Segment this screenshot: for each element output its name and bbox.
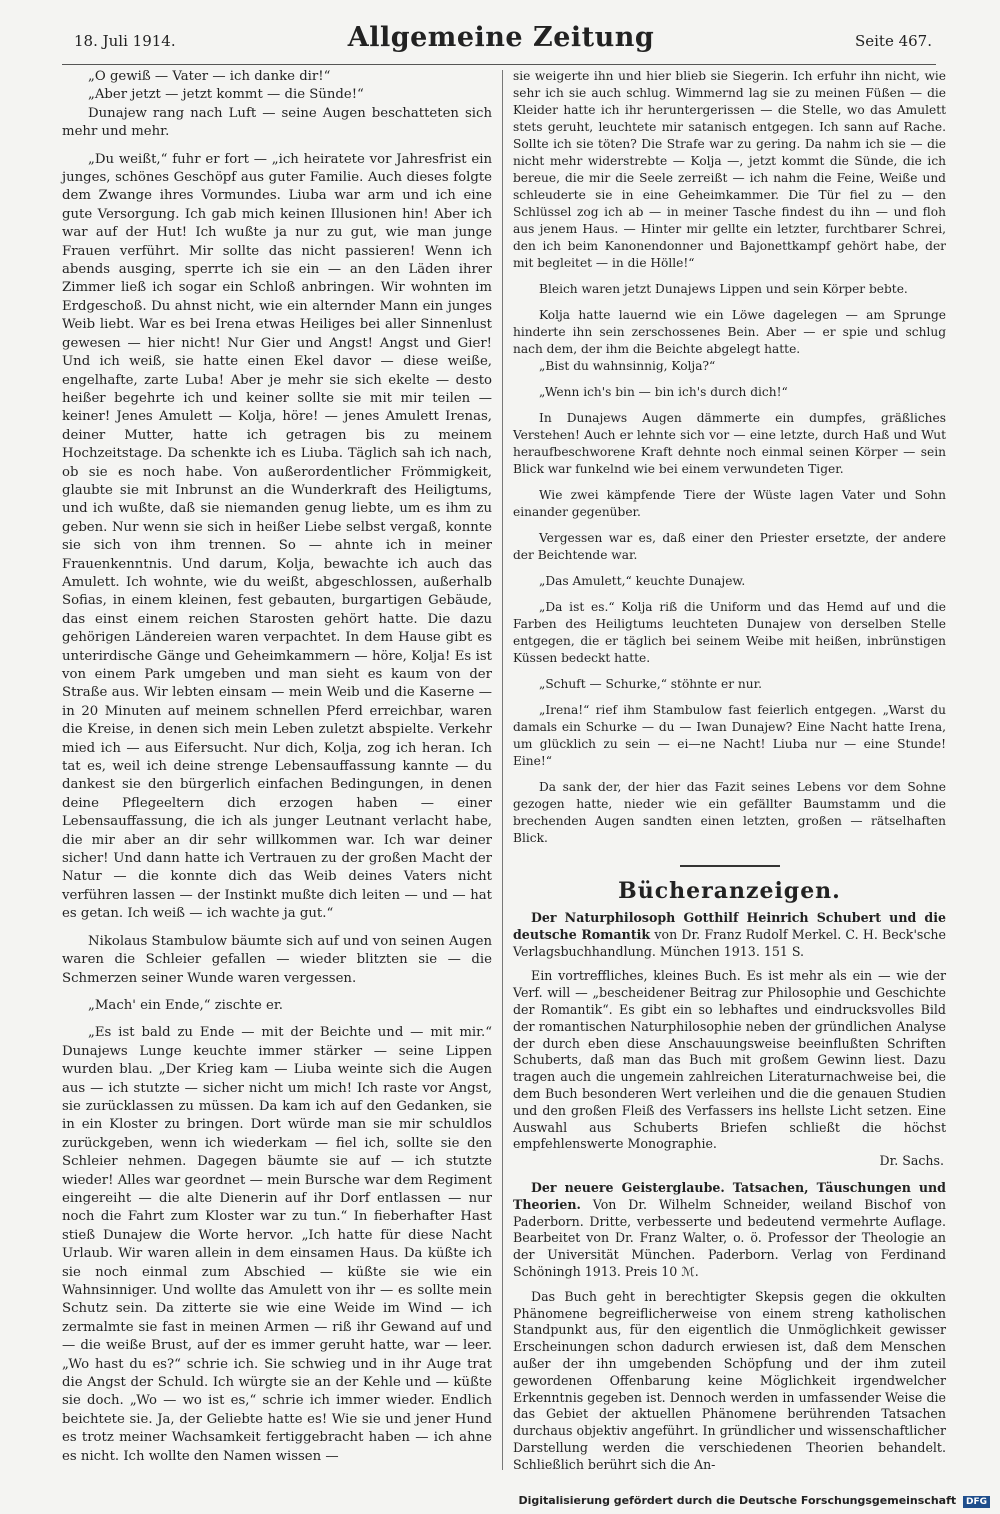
- paragraph: „Mach' ein Ende,“ zischte er.: [88, 997, 283, 1013]
- paragraph: „Irena!“ rief ihm Stambulow fast feierlich entgegen. „Warst du damals ein Schurke — du — Iwan Dunajew? Eine Nacht hatte Irena, um glücklich zu sein — ei—ne Nacht! Liuba nur — eine Stunde! Eine!“: [513, 703, 946, 768]
- paragraph: „Es ist bald zu Ende — mit der Beichte und — mit mir.“ Dunajews Lunge keuchte immer stärker — seine Lippen wurden blau. „Der Krieg kam — Liuba weinte sich die Augen aus — ich stutzte — sicher nicht um mich! Ich raste vor Angst, sie zurücklassen zu müssen. Da kam ich auf den Gedanken, sie in ein Kloster zu bringen. Dort würde man sie mir schuldlos zurückgeben, wenn ich wiederkam — fiel ich, sollte sie den Schleier nehmen. Dagegen bäumte sie auf — ich stutzte wieder! Alles war geordnet — mein Bursche war dem Regiment eingereiht — die alte Dienerin auf ihr Dorf entlassen — nur noch die Fahrt zum Kloster war zu tun.“ In fieberhafter Hast stieß Dunajew die Worte hervor. „Ich hatte für diese Nacht Urlaub. Wir waren allein in dem einsamen Haus. Da küßte ich sie noch einmal zum Abschied — küßte sie wie ein Wahnsinniger. Und wollte das Amulett von ihr — es sollte mein Schutz sein. Da zitterte sie wie eine Weide im Wind — ich zermalmte sie fast in meinen Armen — riß ihr Gewand auf und — die weiße Brust, auf der es immer geruht hatte, war — leer. „Wo hast du es?“ schrie ich. Sie schwieg und in ihr Auge trat die Angst der Schuld. Ich würgte sie an der Kehle und — küßte sie doch. „Wo — wo ist es,“ schrie ich immer wieder. Endlich beichtete sie. Ja, der Geliebte hatte es! Wie sie und jener Hund es trotz meiner Wachsamkeit fertiggebracht haben — ich ahne es nicht. Ich wollte den Namen wissen —: [62, 1025, 492, 1464]
- review-heading: [513, 1180, 946, 1281]
- paragraph: Wie zwei kämpfende Tiere der Wüste lagen Vater und Sohn einander gegenüber.: [513, 488, 946, 519]
- paragraph: „Schuft — Schurke,“ stöhnte er nur.: [539, 677, 762, 691]
- paragraph: „Da ist es.“ Kolja riß die Uniform und das Hemd auf und die Farben des Heiligtums leuchteten Dunajew von derselben Stelle entgegen, die er täglich bei seinem Weibe mit heißen, inbrünstigen Küssen bedeckt hatte.: [513, 600, 946, 665]
- section-separator: [680, 865, 780, 867]
- review-publication-info: Von Dr. Wilhelm Schneider, weiland Bischof von Paderborn. Dritte, verbesserte und bedeutend vermehrte Auflage. Bearbeitet von Dr. Franz Walter, o. ö. Professor der Theologie an der Universität München. Paderborn. Verlag von Ferdinand Schöningh 1913. Preis 10 ℳ.: [513, 1196, 946, 1279]
- review-book-title: Der neuere Geisterglaube. Tatsachen, Täuschungen und Theorien.: [513, 1179, 946, 1212]
- header-rule: [62, 64, 936, 65]
- paragraph: Nikolaus Stambulow bäumte sich auf und von seinen Augen waren die Schleier gefallen — wieder blitzten sie — die Schmerzen seiner Wunde waren vergessen.: [62, 933, 492, 986]
- story-continuation: [513, 68, 946, 847]
- paragraph: „Bist du wahnsinnig, Kolja?“: [539, 359, 716, 373]
- paragraph: „Du weißt,“ fuhr er fort — „ich heiratete vor Jahresfrist ein junges, schönes Geschöpf aus guter Familie. Auch dieses folgte dem Zwange ihres Vormundes. Liuba war arm und ich eine gute Versorgung. Ich gab mich keinen Illusionen hin! Aber ich war auf der Hut! Ich wußte ja nur zu gut, wie man junge Frauen verführt. Mir sollte das nicht passieren! Wenn ich abends ausging, sperrte ich sie ein — an den Läden ihrer Zimmer ließ ich sogar ein Schloß anbringen. Wir wohnten im Erdgeschoß. Du ahnst nicht, wie ein alternder Mann ein junges Weib liebt. War es bei Irena etwas Heiliges bei aller Sinnenlust gewesen — hier nicht! Nur Gier und Angst! Angst und Gier! Und ich weiß, sie hatte einen Ekel davor — diese weiße, engelhafte, zarte Luba! Aber je mehr sie sich ekelte — desto heißer begehrte ich und keiner sollte sie mit mir teilen — keiner! Jenes Amulett — Kolja, höre! — jenes Amulett Irenas, deiner Mutter, hatte ich getragen bis zu meinem Hochzeitstage. Da schenkte ich es Liuba. Täglich sah ich nach, ob sie es noch habe. Von außerordentlicher Frömmigkeit, glaubte sie mit Inbrunst an die Wunderkraft des Heiligtums, und ich wußte, daß sie niemanden genug liebte, um es ihm zu geben. Nur wenn sie sich in heißer Liebe selbst vergaß, konnte sie sich von ihm trennen. So — ahnte ich in meiner Frauenkenntnis. Und darum, Kolja, bewachte ich auch das Amulett. Ich wohnte, wie du weißt, abgeschlossen, außerhalb Sofias, in einem kleinen, fest gebauten, burgartigen Gebäude, das einst einem reichen Starosten gehört hatte. Die dazu gehörigen Ländereien waren verpachtet. In dem Hause gibt es unterirdische Gänge und Geheimkammern — höre, Kolja! Es ist von einem Park umgeben und man sieht es kaum von der Straße aus. Wir lebten einsam — mein Weib und die Kaserne — in 20 Minuten auf meinem schnellen Pferd erreichbar, waren die Kreise, in denen sich mein Leben zuletzt abspielte. Verkehr mied ich — aus Eifersucht. Nur dich, Kolja, zog ich heran. Ich tat es, weil ich deine strenge Lebensauffassung kannte — du dankest sie den bürgerlich einfachen Bedingungen, in denen deine Pflegeeltern dich erzogen haben — einer Lebensauffassung, die ich als junger Leutnant verlacht habe, die mir aber an dir sehr willkommen war. Ich war deiner sicher! Und dann hatte ich Vertrauen zu der großen Macht der Natur — die konnte dich das Weib deines Vaters nicht verführen lassen — der Instinkt mußte dich leiten — und — hat es getan. Ich weiß — ich wachte ja gut.“: [62, 151, 492, 922]
- paragraph: „O gewiß — Vater — ich danke dir!“: [88, 69, 331, 84]
- page-number: Seite 467.: [854, 32, 932, 50]
- book-reviews: [513, 910, 946, 1474]
- paragraph: sie weigerte ihn und hier blieb sie Siegerin. Ich erfuhr ihn nicht, wie sehr ich sie auch schlug. Wimmernd lag sie zu meinen Füßen — die Kleider hatte ich ihr heruntergerissen — die Stelle, wo das Amulett stets geruht, leuchtete mir satanisch entgegen. Ich sann auf Rache. Sollte ich sie töten? Die Strafe war zu gering. Da nahm ich sie — die nicht mehr widerstrebte — Kolja —, jetzt kommt die Sünde, die ich bereue, die mir die Seele zerreißt — ich nahm die Feine, Weiße und schleuderte sie in eine Geheimkammer. Die Tür fiel zu — den Schlüssel zog ich ab — in meiner Tasche findest du ihn — und floh aus jenem Haus. — Hinter mir gellte ein letzter, furchtbarer Schrei, den ich beim Kanonendonner und Bajonettkampf gehört habe, der mit begleitet — in die Hölle!“: [513, 69, 946, 270]
- paragraph: Vergessen war es, daß einer den Priester ersetzte, der andere der Beichtende war.: [513, 531, 946, 562]
- footer-text: Digitalisierung gefördert durch die Deutsche Forschungsgemeinschaft: [518, 1494, 957, 1507]
- paragraph: Kolja hatte lauernd wie ein Löwe dagelegen — am Sprunge hinderte ihn sein zerschossenes Bein. Aber — er spie und schlug nach dem, der ihm die Beichte abgelegt hatte.: [513, 308, 946, 356]
- paragraph: Da sank der, der hier das Fazit seines Lebens vor dem Sohne gezogen hatte, nieder wie ein gefällter Baumstamm und die brechenden Augen sandten einen letzten, großen — rätselhaften Blick.: [513, 780, 946, 845]
- left-column: [62, 68, 492, 1466]
- review-body: Ein vortreffliches, kleines Buch. Es ist mehr als ein — wie der Verf. will — „bescheidener Beitrag zur Philosophie und Geschichte der Romantik“. Es gibt ein so lebhaftes und eindrucksvolles Bild der romantischen Naturphilosophie neben der gründlichen Analyse der durch eben diese Anschauungsweise beeinflußten Schriften Schuberts, daß man das Buch mit großem Gewinn liest. Dazu tragen auch die ungemein zahlreichen Literaturnachweise bei, die dem Buch besonderen Wert verleihen und die die genauen Studien und den großen Fleiß des Verfassers ins hellste Licht setzen. Eine Auswahl aus Schuberts Briefen schließt die höchst empfehlenswerte Monographie.: [513, 968, 946, 1152]
- dfg-logo: DFG: [963, 1496, 990, 1508]
- paragraph: „Das Amulett,“ keuchte Dunajew.: [539, 574, 746, 588]
- review-book-title: Der Naturphilosoph Gotthilf Heinrich Schubert und die deutsche Romantik: [513, 910, 946, 942]
- paragraph: Bleich waren jetzt Dunajews Lippen und sein Körper bebte.: [539, 282, 908, 296]
- issue-date: 18. Juli 1914.: [74, 32, 176, 50]
- digitization-footer: [518, 1494, 990, 1508]
- section-title: Bücheranzeigen.: [618, 878, 841, 904]
- review-signature: Dr. Sachs.: [879, 1153, 944, 1169]
- paragraph: In Dunajews Augen dämmerte ein dumpfes, gräßliches Verstehen! Auch er lehnte sich vor — eine letzte, durch Haß und Wut heraufbeschworene Kraft dehnte noch einmal seinen Körper — sein Blick war funkelnd wie bei einem verwundeten Tiger.: [513, 411, 946, 476]
- review-publication-info: von Dr. Franz Rudolf Merkel. C. H. Beck'sche Verlagsbuchhandlung. München 1913. 151 S.: [513, 926, 946, 959]
- paragraph: Dunajew rang nach Luft — seine Augen beschatteten sich mehr und mehr.: [62, 105, 492, 140]
- paragraph: „Aber jetzt — jetzt kommt — die Sünde!“: [88, 87, 364, 103]
- page-header: [70, 22, 932, 62]
- masthead: Allgemeine Zeitung: [347, 22, 655, 53]
- paragraph: „Wenn ich's bin — bin ich's durch dich!“: [539, 385, 788, 399]
- review-body: Das Buch geht in berechtigter Skepsis gegen die okkulten Phänomene begreiflicherweise von einem streng katholischen Standpunkt aus, für den eigentlich die Unmöglichkeit gewisser Erscheinungen schon dadurch erwiesen ist, daß dem Menschen außer der ihn umgebenden Schöpfung und der ihm zuteil gewordenen Offenbarung keine Möglichkeit irgendwelcher Erkenntnis gegeben ist. Dennoch werden in umfassender Weise die das Gebiet der aktuellen Phänomene berührenden Tatsachen durchaus objektiv angeführt. In gründlicher und wissenschaftlicher Darstellung werden die verschiedenen Theorien behandelt. Schließlich berührt sich die An-: [513, 1288, 946, 1472]
- column-divider: [502, 70, 503, 1470]
- review-heading: [513, 910, 946, 960]
- right-column: [513, 68, 946, 1474]
